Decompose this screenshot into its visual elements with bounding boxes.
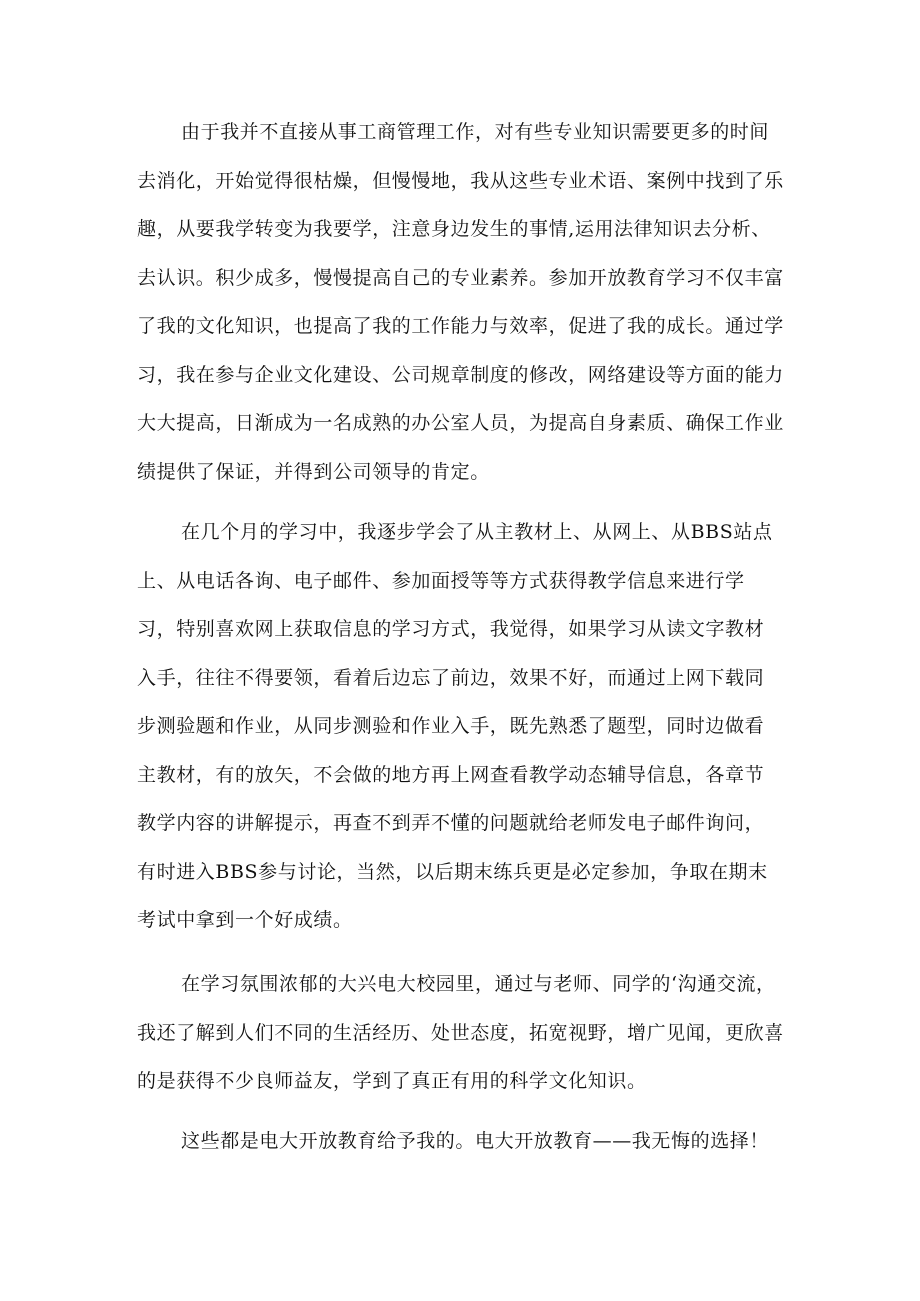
text-line: 绩提供了保证，并得到公司领导的肯定。 (137, 460, 490, 483)
text-line: 这些都是电大开放教育给予我的。电大开放教育——我无悔的选择！ (181, 1130, 770, 1152)
text-line: 在几个月的学习中，我逐步学会了从主教材上、从网上、从BBS站点 (181, 521, 773, 543)
text-line: 我还了解到人们不同的生活经历、处世态度，拓宽视野，增广见闻，更欣喜 (137, 1021, 784, 1044)
text-line: 上、从电话各询、电子邮件、参加面授等等方式获得教学信息来进行学 (137, 569, 745, 592)
text-line: 去认识。积少成多，慢慢提高自己的专业素养。参加开放教育学习不仅丰富 (137, 266, 784, 289)
paragraph-2 (137, 508, 792, 945)
paragraph-1 (137, 108, 792, 496)
text-line: 由于我并不直接从事工商管理工作，对有些专业知识需要更多的时间 (181, 121, 770, 143)
text-line: 步测验题和作业，从同步测验和作业入手，既先熟悉了题型，同时边做看 (137, 715, 765, 737)
text-line: 习，我在参与企业文化建设、公司规章制度的修改，网络建设等方面的能力 (137, 363, 784, 386)
text-line: 教学内容的讲解提示，再查不到弄不懂的问题就给老师发电子邮件询问， (137, 812, 765, 834)
text-line: 大大提高，日渐成为一名成熟的办公室人员，为提高自身素质、确保工作业 (137, 412, 784, 434)
text-line: 趣，从要我学转变为我要学，注意身边发生的事情,运用法律知识去分析、 (137, 218, 771, 240)
text-line: 有时进入BBS参与讨论，当然，以后期末练兵更是必定参加，争取在期末 (137, 860, 768, 883)
text-line: 在学习氛围浓郁的大兴电大校园里，通过与老师、同学的‘沟通交流， (181, 973, 776, 995)
text-line: 去消化，开始觉得很枯燥，但慢慢地，我从这些专业术语、案例中找到了乐 (137, 169, 784, 192)
paragraph-4 (137, 1117, 792, 1166)
paragraph-3 (137, 960, 792, 1106)
text-line: 的是获得不少良师益友，学到了真正有用的科学文化知识。 (137, 1070, 647, 1092)
text-line: 习，特别喜欢网上获取信息的学习方式，我觉得，如果学习从读文字教材 (137, 618, 765, 640)
text-line: 入手，往往不得要领，看着后边忘了前边，效果不好，而通过上网下载同 (137, 666, 765, 689)
text-line: 考试中拿到一个好成绩。 (137, 909, 353, 931)
text-line: 了我的文化知识，也提高了我的工作能力与效率，促进了我的成长。通过学 (137, 315, 784, 337)
text-line: 主教材，有的放矢，不会做的地方再上网查看教学动态辅导信息，各章节 (137, 763, 765, 786)
